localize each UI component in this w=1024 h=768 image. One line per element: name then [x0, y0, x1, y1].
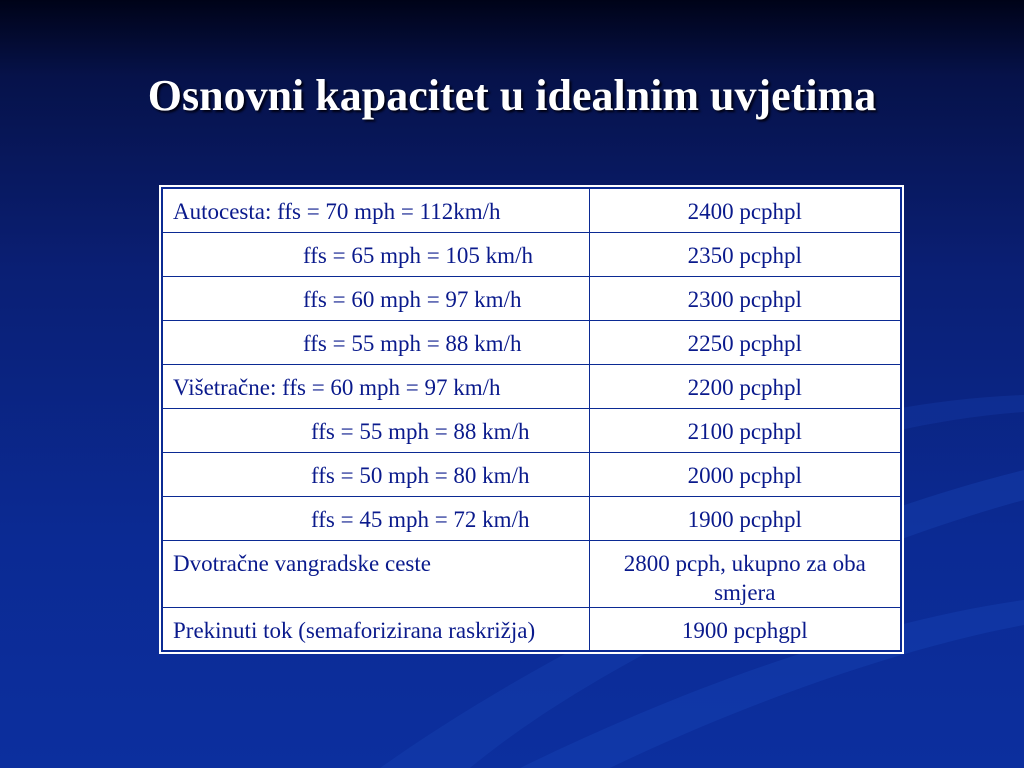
table-row — [162, 452, 901, 496]
table-row — [162, 496, 901, 540]
road-type-cell: ffs = 50 mph = 80 km/h — [162, 452, 589, 496]
capacity-cell: 1900 pcphgpl — [589, 607, 901, 651]
capacity-cell: 2300 pcphpl — [589, 276, 901, 320]
road-type-cell: ffs = 65 mph = 105 km/h — [162, 232, 589, 276]
capacity-cell: 2250 pcphpl — [589, 320, 901, 364]
road-type-cell: ffs = 55 mph = 88 km/h — [162, 320, 589, 364]
capacity-cell: 1900 pcphpl — [589, 496, 901, 540]
capacity-cell: 2800 pcph, ukupno za oba smjera — [589, 540, 901, 607]
table-row — [162, 607, 901, 651]
capacity-table — [161, 187, 902, 652]
capacity-cell: 2350 pcphpl — [589, 232, 901, 276]
capacity-cell: 2200 pcphpl — [589, 364, 901, 408]
table-row — [162, 364, 901, 408]
road-type-cell: Autocesta: ffs = 70 mph = 112km/h — [162, 188, 589, 232]
road-type-cell: Dvotračne vangradske ceste — [162, 540, 589, 607]
road-type-cell: Prekinuti tok (semaforizirana raskrižja) — [162, 607, 589, 651]
table-row — [162, 540, 901, 607]
slide-title: Osnovni kapacitet u idealnim uvjetima — [147, 71, 877, 120]
road-type-cell: Višetračne: ffs = 60 mph = 97 km/h — [162, 364, 589, 408]
capacity-cell: 2100 pcphpl — [589, 408, 901, 452]
table-row — [162, 408, 901, 452]
table-row — [162, 320, 901, 364]
capacity-cell: 2400 pcphpl — [589, 188, 901, 232]
road-type-cell: ffs = 60 mph = 97 km/h — [162, 276, 589, 320]
table-row — [162, 188, 901, 232]
road-type-cell: ffs = 55 mph = 88 km/h — [162, 408, 589, 452]
capacity-cell: 2000 pcphpl — [589, 452, 901, 496]
table-row — [162, 232, 901, 276]
road-type-cell: ffs = 45 mph = 72 km/h — [162, 496, 589, 540]
table-row — [162, 276, 901, 320]
